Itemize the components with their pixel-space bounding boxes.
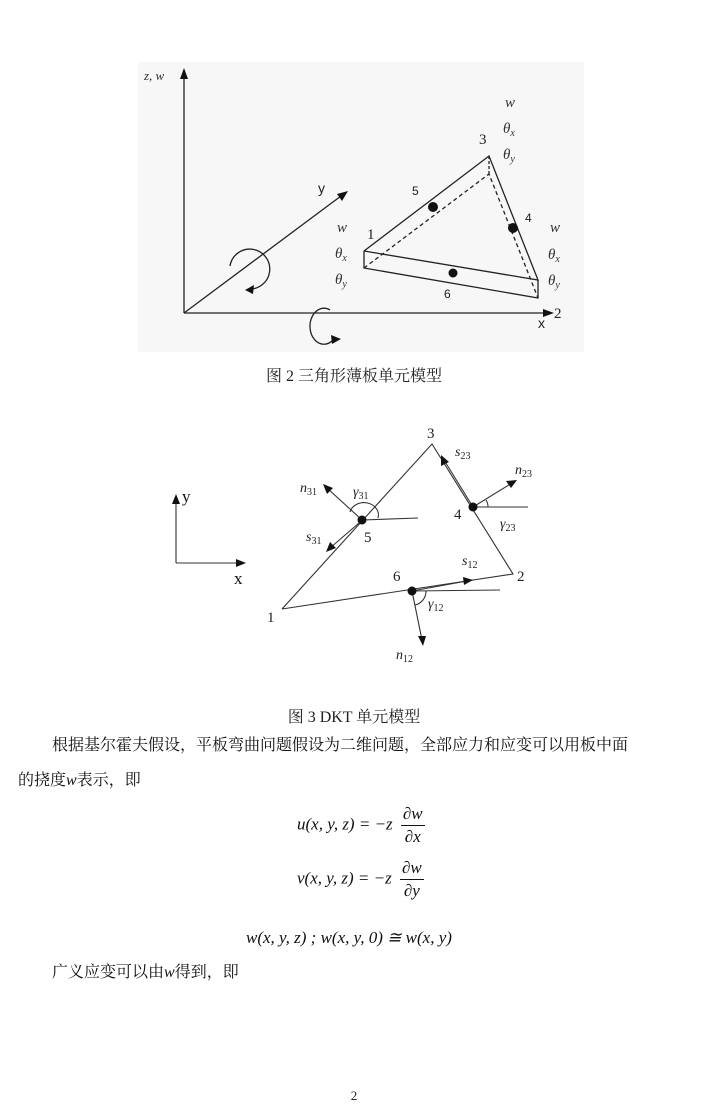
n12-arrowhead-icon — [418, 636, 426, 646]
s12-vector — [412, 581, 467, 591]
node-4-label: 4 — [454, 507, 462, 523]
gamma31-label: $\gamma_{31}$ — [353, 485, 369, 502]
svg-text:θx: $\theta_x$ — [503, 121, 515, 139]
n23-arrowhead-icon — [506, 480, 517, 488]
s31-vector — [330, 523, 359, 548]
node-2-dof-labels — [548, 220, 560, 291]
n23-vector — [473, 483, 512, 507]
node-5-dot — [428, 202, 438, 212]
node-3-label: 3 — [427, 426, 435, 442]
n12-vector — [412, 591, 422, 640]
dof-w-label: w — [337, 220, 348, 236]
figure-2-caption: 图 2 三角形薄板单元模型 — [265, 368, 442, 385]
reference-line — [412, 590, 500, 591]
node-1-label: 1 — [267, 610, 275, 626]
node-4-dot — [508, 223, 518, 233]
variable-w: w — [66, 772, 77, 789]
equation-u: u(x, y, z) = −z $\frac{\partial w}{\partial x}$ — [297, 804, 423, 846]
node-4-label: 4 — [525, 211, 532, 225]
reference-line — [362, 518, 418, 520]
variable-w: w — [164, 964, 175, 981]
s23-label: $s_{23}$ — [455, 445, 471, 462]
node-5-label: 5 — [412, 184, 419, 198]
gamma31-arc — [350, 503, 378, 518]
gamma12-arc — [415, 591, 426, 605]
node-3-label: 3 — [479, 132, 487, 148]
node-2-label: 2 — [517, 569, 525, 585]
svg-text:w: w — [550, 220, 561, 236]
svg-text:θy: $\theta_y$ — [335, 272, 347, 290]
fraction: $\frac{\partial w}{\partial x}$ — [402, 804, 423, 846]
node-5-dot — [358, 516, 367, 525]
gamma12-label: $\gamma_{12}$ — [428, 597, 444, 614]
svg-text:θy: $\theta_y$ — [503, 147, 515, 165]
x-axis-label: x — [234, 569, 243, 588]
node-3-dof-labels — [503, 95, 515, 165]
equation-v: v(x, y, z) = −z $\frac{\partial w}{\partial y}$ — [297, 858, 422, 900]
y-axis-label: y — [318, 180, 325, 196]
gamma23-label: $\gamma_{23}$ — [500, 517, 516, 534]
fraction: $\frac{\partial w}{\partial y}$ — [401, 858, 422, 900]
n12-label: $n_{12}$ — [396, 648, 413, 665]
dof-theta-label: θ — [335, 272, 343, 288]
svg-text:θx: $\theta_x$ — [548, 247, 560, 265]
s12-label: $s_{12}$ — [462, 554, 478, 571]
equation-w: w(x, y, z) ; w(x, y, 0) ≅ w(x, y) — [246, 928, 452, 947]
svg-text:θy: $\theta_y$ — [548, 273, 560, 291]
n23-label: $n_{23}$ — [515, 463, 532, 480]
figure-2-triangular-plate-element — [138, 62, 584, 352]
figure-2-background — [138, 62, 584, 352]
node-1-label: 1 — [367, 227, 375, 243]
s12-arrowhead-icon — [463, 577, 473, 585]
node-1-dof-labels — [335, 220, 347, 290]
figure-3-caption: 图 3 DKT 单元模型 — [287, 709, 421, 726]
y-axis-label: y — [182, 487, 191, 506]
s31-label: $s_{31}$ — [306, 530, 322, 547]
node-6-label: 6 — [393, 569, 401, 585]
node-6-dot — [449, 269, 458, 278]
node-2-label: 2 — [554, 306, 562, 322]
paragraph-2: 广义应变可以由w得到，即 — [52, 964, 239, 981]
page-number: 2 — [350, 1088, 358, 1103]
x-arrowhead-icon — [236, 559, 246, 567]
svg-text:θx: $\theta_x$ — [335, 246, 347, 264]
dof-theta-label: θ — [335, 246, 343, 262]
figure-3-dkt-element — [160, 418, 550, 668]
z-w-axis-label: z, w — [144, 68, 165, 83]
n31-label: $n_{31}$ — [300, 481, 317, 498]
paragraph-1-line-2: 的挠度w表示，即 — [18, 772, 141, 789]
svg-text:w: w — [505, 95, 516, 111]
node-4-dot — [469, 503, 478, 512]
node-5-label: 5 — [364, 530, 372, 546]
gamma23-arc — [486, 500, 488, 507]
paragraph-1-line-1: 根据基尔霍夫假设，平板弯曲问题假设为二维问题，全部应力和应变可以用板中面 — [52, 737, 629, 754]
node-6-label: 6 — [444, 287, 451, 301]
y-arrowhead-icon — [172, 494, 180, 504]
node-6-dot — [408, 587, 417, 596]
s23-vector — [444, 460, 473, 507]
x-axis-label: x — [538, 315, 545, 331]
